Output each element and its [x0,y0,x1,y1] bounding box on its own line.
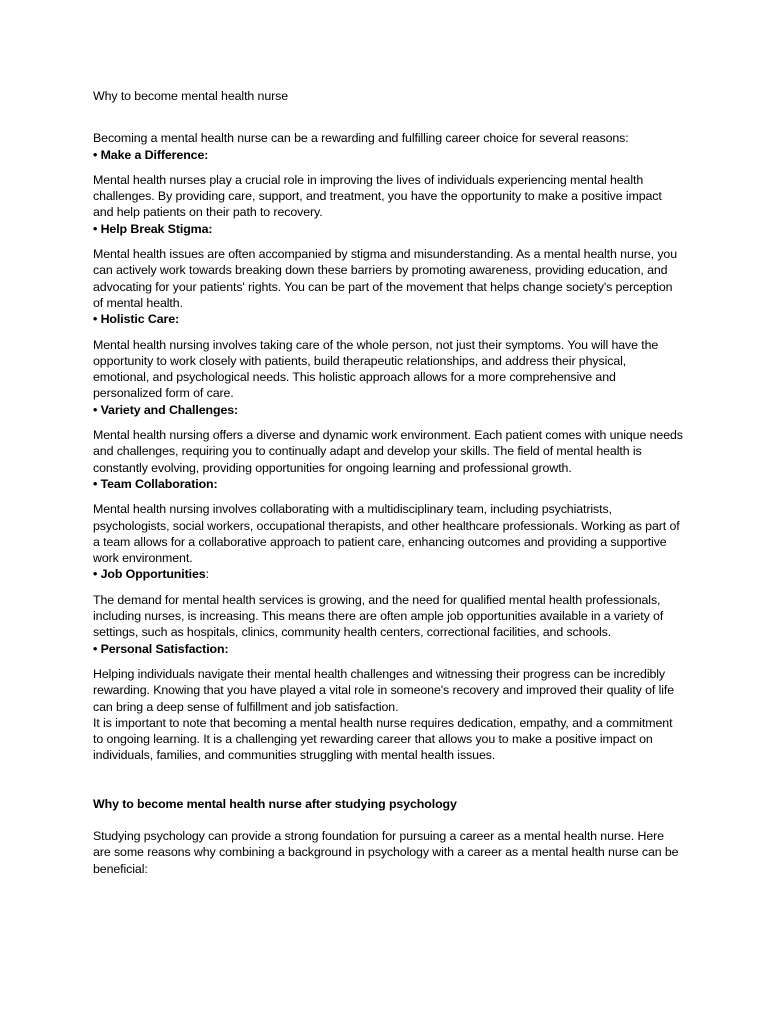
section-heading-personal-satisfaction: • Personal Satisfaction: [93,641,229,656]
section-body-variety-and-challenges: Mental health nursing offers a diverse and dynamic work environment. Each patient comes with unique needs and challenges, requiring you to continually adapt and develop your skills. The field of mental health is constantly evolving, providing opportunities for ongoing learning and professional growth. [93,428,683,475]
document-page [93,88,683,877]
section-body-team-collaboration: Mental health nursing involves collaborating with a multidisciplinary team, including psychiatrists, psychologists, social workers, occupational therapists, and other healthcare professionals. Working as part of a team allows for a collaborative approach to patient care, enhancing outcomes and providing a supportive work environment. [93,502,680,566]
section-body-job-opportunities: The demand for mental health services is growing, and the need for qualified mental health professionals, including nurses, is increasing. This means there are often ample job opportunities available in a variety of settings, such as hospitals, clinics, community health centers, correctional facilities, and schools. [93,592,664,640]
section-heading-job-opportunities-colon: : [205,567,209,582]
section-body-make-a-difference: Mental health nurses play a crucial role in improving the lives of individuals experiencing mental health challenges. By providing care, support, and treatment, you have the opportunity to make a positive impact and help patients on their path to recovery. [93,172,662,220]
section-body-holistic-care: Mental health nursing involves taking care of the whole person, not just their symptoms. You will have the opportunity to work closely with patients, build therapeutic relationships, and address their physical, emotional, and psychological needs. This holistic approach allows for a more comprehensive and personalized form of care. [93,337,659,401]
conclusion-paragraph: It is important to note that becoming a mental health nurse requires dedication, empathy, and a commitment to ongoing learning. It is a challenging yet rewarding career that allows you to make a positive impact on individuals, families, and communities struggling with mental health issues. [93,715,673,763]
section-heading-make-a-difference: • Make a Difference: [93,147,209,162]
subsection-intro: Studying psychology can provide a strong foundation for pursuing a career as a mental health nurse. Here are some reasons why combining a background in psychology with a career as a mental health nurse can be beneficial: [93,828,679,876]
section-heading-job-opportunities-text: • Job Opportunities [93,567,206,582]
subsection-title: Why to become mental health nurse after studying psychology [93,796,457,811]
section-heading-help-break-stigma: • Help Break Stigma: [93,221,213,236]
section-heading-team-collaboration: • Team Collaboration: [93,476,218,491]
document-title: Why to become mental health nurse [93,89,289,103]
section-heading-job-opportunities [93,566,683,582]
intro-paragraph: Becoming a mental health nurse can be a rewarding and fulfilling career choice for several reasons: [93,131,629,146]
section-heading-variety-and-challenges: • Variety and Challenges: [93,402,239,417]
section-heading-holistic-care: • Holistic Care: [93,312,180,327]
section-body-help-break-stigma: Mental health issues are often accompanied by stigma and misunderstanding. As a mental health nurse, you can actively work towards breaking down these barriers by promoting awareness, providing education, and advocating for your patients' rights. You can be part of the movement that helps change society's perception of mental health. [93,247,678,310]
section-body-personal-satisfaction: Helping individuals navigate their mental health challenges and witnessing their progress can be incredibly rewarding. Knowing that you have played a vital role in someone's recovery and improved their quality of life can bring a deep sense of fulfillment and job satisfaction. [93,666,675,714]
